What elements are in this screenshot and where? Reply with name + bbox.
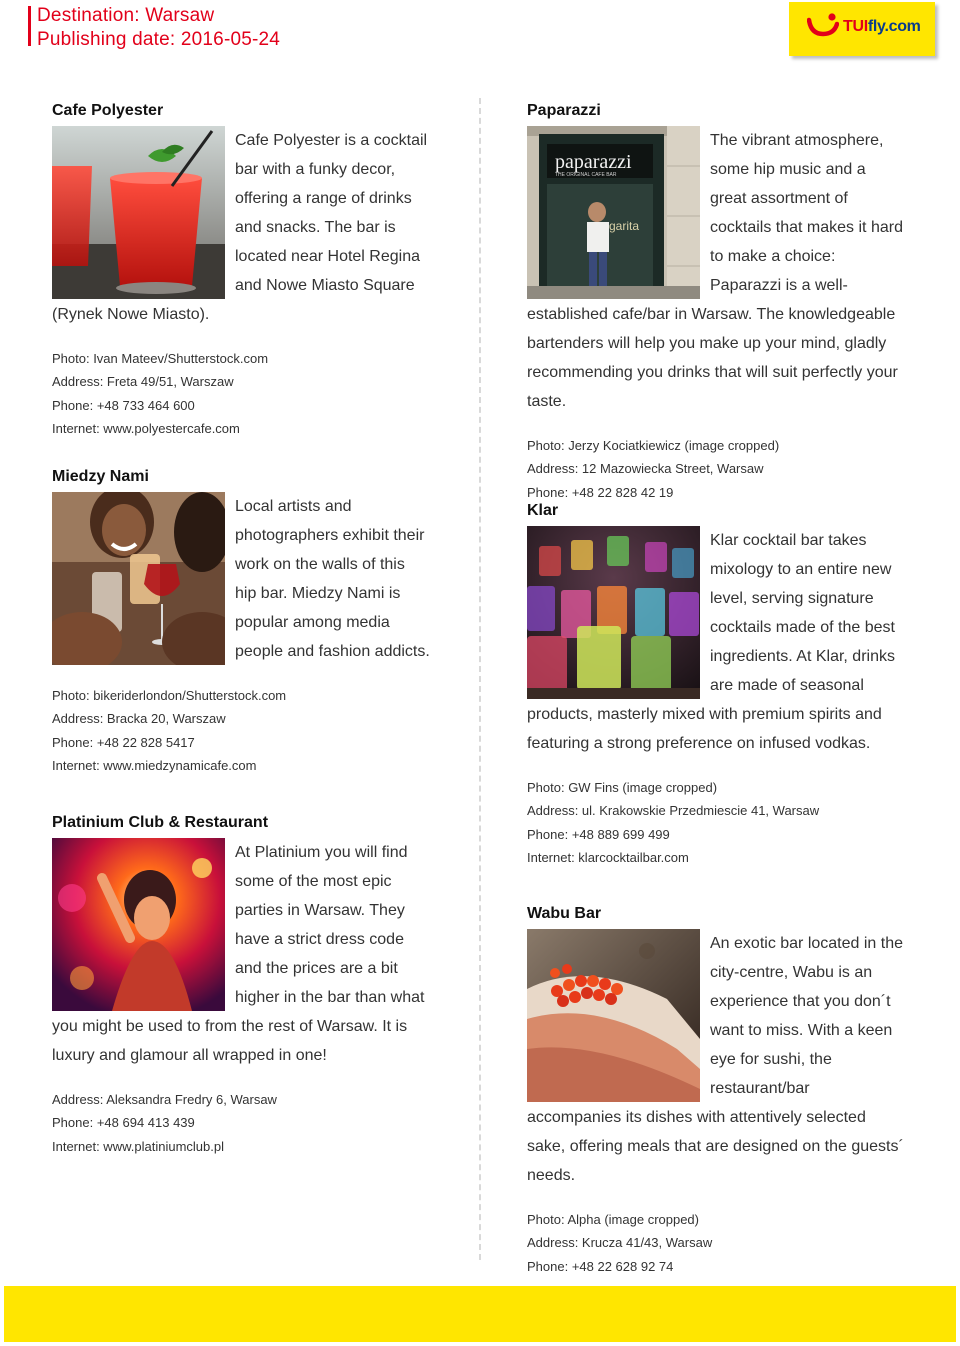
venue-website-link[interactable]: Internet: klarcocktailbar.com bbox=[527, 850, 689, 866]
venue-address: Address: Aleksandra Fredry 6, Warsaw bbox=[52, 1092, 277, 1107]
venue-phone: Phone: +48 694 413 439 bbox=[52, 1115, 195, 1131]
venue-website-link[interactable]: Internet: www.platiniumclub.pl bbox=[52, 1138, 224, 1154]
venue-klar bbox=[527, 500, 905, 870]
venue-cafe-polyester bbox=[52, 100, 430, 441]
venue-meta bbox=[527, 1208, 905, 1278]
sushi-photo bbox=[527, 929, 700, 1102]
photo-credit: Photo: Ivan Mateev/Shutterstock.com bbox=[52, 351, 269, 366]
venue-address: Address: Krucza 41/43, Warsaw bbox=[527, 1235, 713, 1251]
photo-credit: Photo: Alpha (image cropped) bbox=[527, 1212, 699, 1227]
venue-phone: Phone: +48 22 828 42 19 bbox=[527, 484, 674, 500]
cocktail-photo bbox=[52, 126, 225, 299]
venue-description: Cafe Polyester is a cocktail bar with a funky decor, offering a range of drinks and snacks. The bar is located near Hotel Regina and Nowe Miasto Square (Rynek Nowe Miasto). bbox=[52, 132, 428, 323]
tui-smile-icon bbox=[807, 13, 839, 37]
toasting-photo bbox=[52, 492, 225, 665]
venue-title: Paparazzi bbox=[527, 102, 601, 119]
window-text: garita bbox=[609, 219, 640, 233]
photo-credit: Photo: GW Fins (image cropped) bbox=[527, 780, 718, 795]
venue-body bbox=[52, 492, 430, 666]
venue-title: Wabu Bar bbox=[527, 905, 602, 922]
venue-wabu-bar bbox=[527, 903, 905, 1278]
logo-suffix: fly.com bbox=[867, 18, 921, 35]
venue-paparazzi bbox=[527, 100, 905, 504]
venue-description: At Platinium you will find some of the most epic parties in Warsaw. They have a strict dress code and the prices are a bit higher in the bar than what you might be used to from the rest of Warsaw. It is luxury and glamour all wrapped in one! bbox=[52, 844, 425, 1064]
venue-title: Klar bbox=[527, 502, 559, 519]
venue-website-link[interactable]: Internet: www.polyestercafe.com bbox=[52, 421, 240, 437]
venue-description: Local artists and photographers exhibit their work on the walls of this hip bar. Miedzy Nami is popular among media people and fashion addicts. bbox=[235, 498, 430, 660]
venue-website-link[interactable]: Internet: www.miedzynamicafe.com bbox=[52, 758, 257, 774]
party-photo bbox=[52, 838, 225, 1011]
venue-phone: Phone: +48 22 628 92 74 bbox=[527, 1258, 674, 1274]
venue-address: Address: Bracka 20, Warszaw bbox=[52, 711, 226, 727]
venue-miedzy-nami bbox=[52, 466, 430, 778]
tuifly-logo[interactable] bbox=[789, 2, 935, 56]
venue-title: Cafe Polyester bbox=[52, 102, 164, 119]
venue-phone: Phone: +48 22 828 5417 bbox=[52, 734, 195, 750]
venue-body bbox=[52, 838, 430, 1070]
page-header bbox=[0, 0, 960, 60]
venue-address: Address: 12 Mazowiecka Street, Warsaw bbox=[527, 461, 764, 477]
logo-brand: TUI bbox=[843, 18, 868, 35]
venue-phone: Phone: +48 733 464 600 bbox=[52, 397, 195, 413]
venue-body bbox=[52, 126, 430, 329]
column-divider bbox=[479, 98, 481, 1260]
venue-title: Miedzy Nami bbox=[52, 468, 149, 485]
venue-meta bbox=[527, 776, 905, 870]
venue-body bbox=[527, 126, 905, 416]
storefront-sign-text: paparazzi bbox=[555, 151, 632, 173]
venue-address: Address: Freta 49/51, Warszaw bbox=[52, 374, 234, 390]
venue-body bbox=[527, 929, 905, 1190]
storefront-photo bbox=[527, 126, 700, 299]
venue-description: An exotic bar located in the city-centre, Wabu is an experience that you don´t want to miss. With a keen eye for sushi, the restaurant/bar accompanies its dishes with attentively selected sake, offering meals that are designed on the guests´ needs. bbox=[527, 935, 904, 1184]
destination-title: Destination: Warsaw bbox=[37, 5, 215, 26]
photo-credit: Photo: bikeriderlondon/Shutterstock.com bbox=[52, 688, 287, 703]
footer-bar bbox=[4, 1286, 956, 1342]
header-accent-bar bbox=[28, 6, 31, 46]
shots-photo bbox=[527, 526, 700, 699]
photo-credit: Photo: Jerzy Kociatkiewicz (image cropped) bbox=[527, 438, 780, 453]
venue-body bbox=[527, 526, 905, 758]
venue-title: Platinium Club & Restaurant bbox=[52, 814, 269, 831]
logo-wordmark bbox=[843, 18, 921, 36]
venue-address: Address: ul. Krakowskie Przedmiescie 41, Warsaw bbox=[527, 803, 820, 819]
venue-meta bbox=[52, 1088, 430, 1158]
venue-description: Klar cocktail bar takes mixology to an entire new level, serving signature cocktails made of the best ingredients. At Klar, drinks are made of seasonal products, masterly mixed with premium spirits and featuring a strong preference on infused vodkas. bbox=[527, 532, 895, 752]
venue-meta bbox=[527, 434, 905, 504]
venue-meta bbox=[52, 684, 430, 778]
venue-meta bbox=[52, 347, 430, 441]
venue-phone: Phone: +48 889 699 499 bbox=[527, 826, 670, 842]
storefront-sign-subtitle: THE ORIGINAL CAFE BAR bbox=[555, 172, 617, 178]
venue-platinium bbox=[52, 812, 430, 1158]
venue-description: The vibrant atmosphere, some hip music and a great assortment of cocktails that makes it hard to make a choice: Paparazzi is a well-established cafe/bar in Warsaw. The knowledgeable bartenders will help you make up your mind, gladly recommending you drinks that will suit perfectly your taste. bbox=[527, 132, 903, 410]
publishing-date: Publishing date: 2016-05-24 bbox=[37, 29, 281, 50]
